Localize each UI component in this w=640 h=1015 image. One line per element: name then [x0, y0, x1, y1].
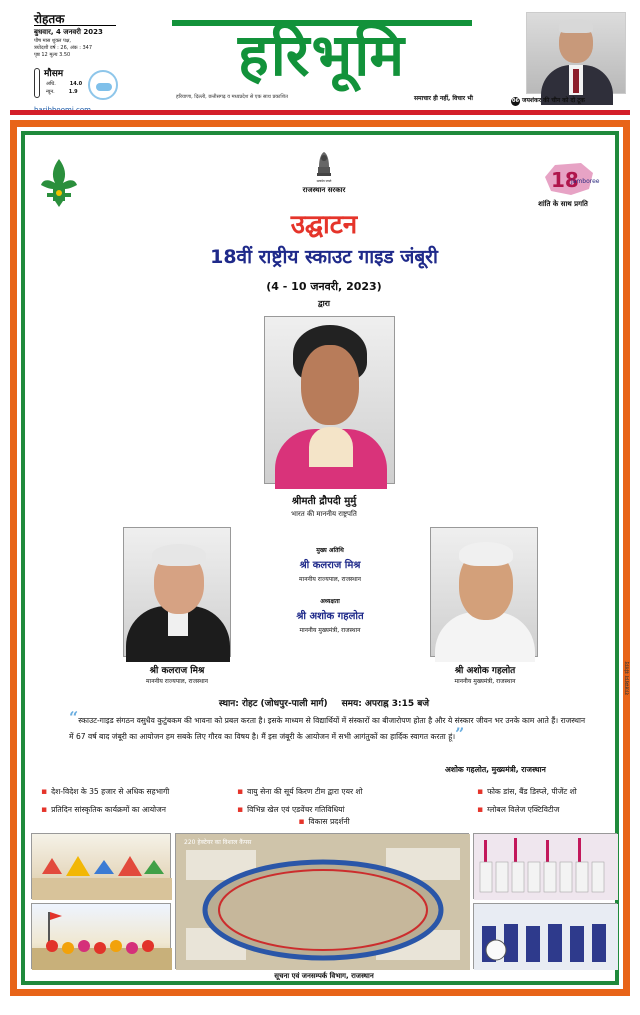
parade-photo — [473, 833, 617, 899]
masthead-divider — [10, 110, 630, 115]
masthead — [0, 0, 640, 112]
quote-text: स्काउट-गाइड संगठन वसुधैव कुटुंबकम की भावना को प्रबल करता है। इसके माध्यम से विद्यार्थियों में संस्कारों का बीजारोपण होता है और ये संस्कार जीवन भर उनके काम आते हैं। राजस्थान में 67 वर्ष बाद जंबूरी का आयोजन हम सबके लिए गौरव का विषय है। मैं इस जंबूरी के आयोजन में सभी आगंतुकों का हार्दिक स्वागत करता हूं। — [69, 716, 586, 741]
tents-photo — [31, 833, 171, 899]
highlights-column-2 — [237, 783, 457, 819]
governor-caption — [107, 663, 247, 685]
temp-min-label: न्यून. — [46, 89, 55, 95]
side-credit: राजस्थान संवाद — [624, 661, 631, 695]
highlight-item: ▪ देश-विदेश के 35 हजार से अधिक सहभागी — [41, 783, 231, 801]
president-name: श्रीमती द्रौपदी मुर्मु — [291, 496, 357, 507]
edition-city: रोहतक — [34, 12, 65, 26]
event-dates: (4 - 10 जनवरी, 2023) — [266, 280, 382, 293]
governor-caption-designation: माननीय राज्यपाल, राजस्थान — [146, 678, 208, 685]
teaser-caption[interactable] — [511, 96, 585, 106]
chair-label: अध्यक्षता — [320, 598, 340, 605]
highlight-item: ▪ फोक डांस, बैंड डिस्प्ले, पीजेंट शो — [477, 783, 627, 801]
emblem-motto: सत्यमेव जयते — [316, 179, 332, 183]
ad-footer-credit: सूचना एवं जनसम्पर्क विभाग, राजस्थान — [274, 972, 374, 980]
jamboree-logo-number: 18 — [551, 168, 579, 192]
aerial-photo-caption: 220 हेक्टेयर का विशाल कैंपस — [184, 839, 252, 846]
by-label: द्वारा — [317, 299, 331, 308]
scout-fleur-de-lis-icon — [39, 157, 79, 209]
band-display-photo — [473, 903, 617, 969]
temp-max: 14.0 — [69, 81, 83, 87]
national-emblem-icon — [314, 149, 334, 179]
jamboree-logo-icon — [541, 161, 600, 197]
issue-date: बुधवार, 4 जनवरी 2023 — [34, 25, 116, 37]
calendar-line: पृष्ठ 12 मूल्य 3.50 — [34, 52, 71, 58]
weather-label: मौसम — [44, 69, 64, 79]
chair-block — [235, 597, 425, 634]
close-quote-icon: ” — [455, 724, 465, 743]
teaser-photo — [526, 12, 626, 94]
venue-time-line — [25, 696, 623, 709]
highlight-item-center: ▪ विकास प्रदर्शनी — [25, 817, 623, 827]
highlights-column-3 — [477, 783, 627, 819]
teaser-page-number: 06 — [512, 98, 519, 104]
president-title: भारत की माननीय राष्ट्रपति — [291, 510, 357, 518]
thermometer-icon — [34, 68, 40, 98]
highlight-item: ▪ विभिन्न खेल एवं एडवेंचर गतिविधियां — [237, 801, 457, 819]
highlight-item: ▪ वायु सेना की सूर्य किरण टीम द्वारा एयर शो — [237, 783, 457, 801]
cultural-dance-photo — [31, 903, 171, 969]
calendar-line: त्रयोदशी वर्ष : 26, अंक : 347 — [34, 45, 93, 51]
newspaper-logo: हरिभूमि — [237, 21, 407, 89]
chair-designation: माननीय मुख्यमंत्री, राजस्थान — [299, 627, 361, 634]
chief-guest-block — [235, 546, 425, 583]
ad-subheadline: 18वीं राष्ट्रीय स्काउट गाइड जंबूरी — [210, 246, 438, 268]
advertisement-body — [21, 131, 631, 985]
teaser-text: जयशंकर की चीन को दो टूक — [522, 97, 585, 104]
quote-attribution: अशोक गहलोत, मुख्यमंत्री, राजस्थान — [445, 765, 546, 774]
government-slogan: शांति के साथ प्रगति — [538, 200, 588, 208]
chief-minister-caption-name: श्री अशोक गहलोत — [454, 666, 516, 676]
governor-photo — [123, 527, 231, 657]
ad-headline: उद्घाटन — [290, 210, 358, 240]
calendar-info — [34, 38, 124, 59]
chief-minister-photo — [430, 527, 538, 657]
highlight-item: ▪ प्रतिदिन सांस्कृतिक कार्यक्रमों का आयोजन — [41, 801, 231, 819]
government-name: राजस्थान सरकार — [302, 186, 346, 194]
highlights-column-1 — [41, 783, 231, 819]
cloud-icon — [88, 70, 118, 100]
temperature-readings — [46, 80, 82, 96]
temp-min: 1.9 — [68, 89, 78, 95]
chair-name: श्री अशोक गहलोत — [296, 611, 364, 622]
temp-max-label: अधि. — [46, 81, 56, 87]
weather-box — [34, 66, 124, 104]
governor-caption-name: श्री कलराज मिश्र — [149, 666, 205, 676]
open-quote-icon: “ — [69, 708, 79, 727]
president-photo — [264, 316, 395, 484]
highlight-item: ▪ ग्लोबल विलेज एक्टिविटीज — [477, 801, 627, 819]
chief-minister-caption — [415, 663, 555, 685]
slogan-tagline: समाचार ही नहीं, विचार भी — [414, 95, 473, 102]
chief-minister-caption-designation: माननीय मुख्यमंत्री, राजस्थान — [454, 678, 516, 685]
chief-guest-designation: माननीय राज्यपाल, राजस्थान — [299, 576, 361, 583]
chief-guest-name: श्री कलराज मिश्र — [299, 560, 361, 571]
chief-guest-label: मुख्य अतिथि — [316, 547, 344, 554]
cm-quote — [69, 708, 589, 745]
editions-tagline: हरियाणा, दिल्ली, छत्तीसगढ़ व मध्यप्रदेश से एक साथ प्रकाशित — [176, 94, 288, 100]
campus-aerial-photo — [175, 833, 469, 969]
venue-text: स्थान: रोहट (जोधपुर-पाली मार्ग) — [218, 699, 328, 709]
calendar-line: पौष मास शुक्ल पक्ष, — [34, 38, 71, 44]
time-text: समय: अपराह्न 3:15 बजे — [341, 699, 430, 709]
advertisement-frame — [10, 120, 630, 996]
jamboree-logo-word: Jamboree — [571, 178, 600, 185]
